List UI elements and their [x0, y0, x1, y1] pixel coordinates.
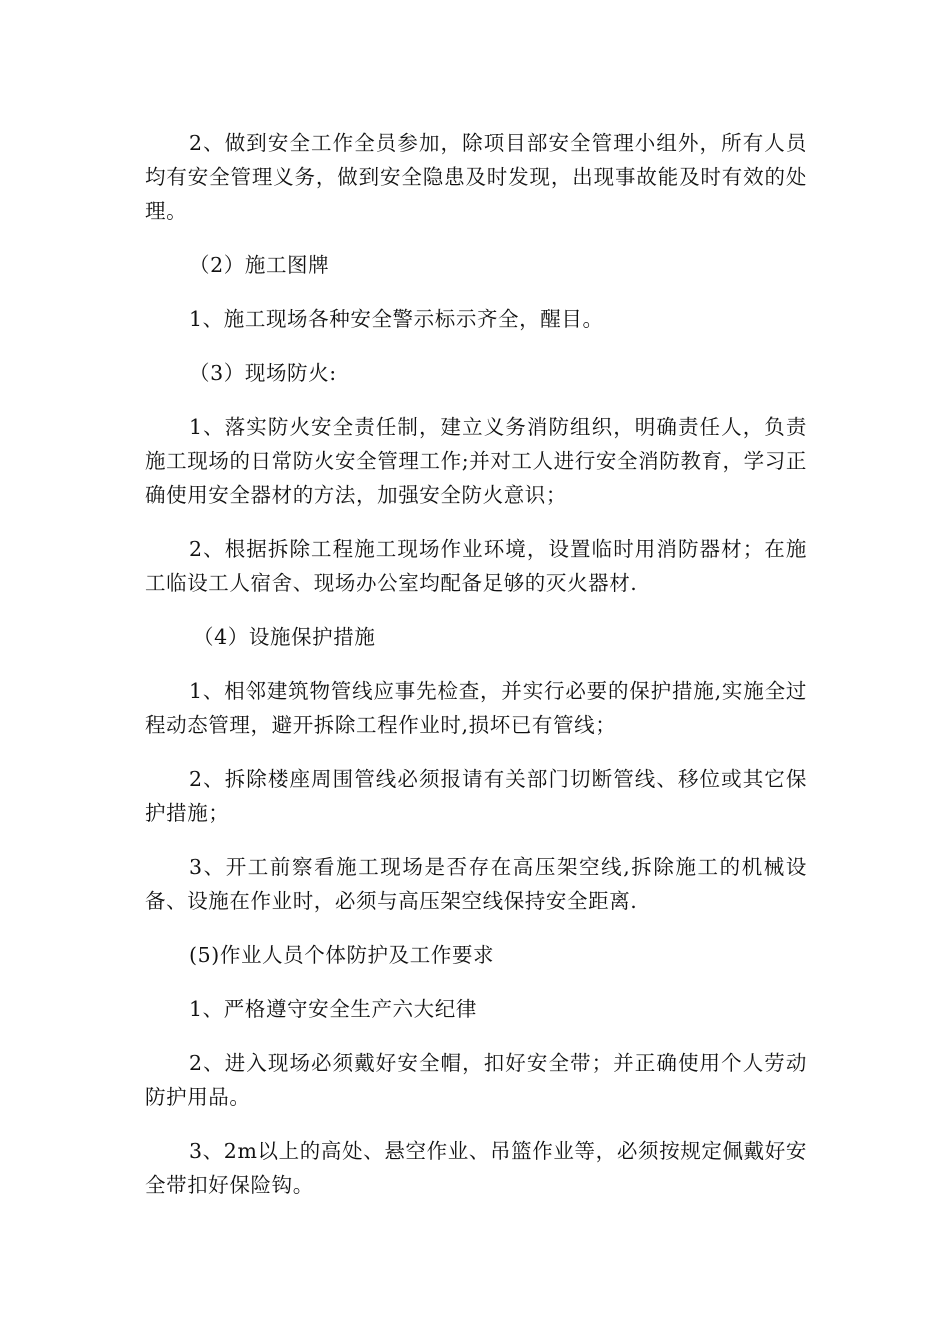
paragraph-pipeline-cutoff: 2、拆除楼座周围管线必须报请有关部门切断管线、移位或其它保护措施；	[145, 767, 807, 825]
document-body	[145, 126, 807, 1222]
heading-fire-prevention: （3）现场防火:	[189, 361, 337, 385]
paragraph-warning-signs: 1、施工现场各种安全警示标示齐全，醒目。	[189, 307, 604, 331]
heading-facility-protection: （4）设施保护措施	[193, 625, 376, 649]
paragraph-all-staff-safety: 2、做到安全工作全员参加，除项目部安全管理小组外，所有人员均有安全管理义务，做到安全隐患及时发现，出现事故能及时有效的处理。	[145, 131, 807, 223]
paragraph-fire-responsibility: 1、落实防火安全责任制，建立义务消防组织，明确责任人，负责施工现场的日常防火安全管理工作;并对工人进行安全消防教育，学习正确使用安全器材的方法，加强安全防火意识；	[145, 415, 807, 507]
paragraph-overhead-lines: 3、开工前察看施工现场是否存在高压架空线,拆除施工的机械设备、设施在作业时，必须与高压架空线保持安全距离.	[145, 855, 807, 913]
paragraph-helmet-belt: 2、进入现场必须戴好安全帽，扣好安全带；并正确使用个人劳动防护用品。	[145, 1051, 807, 1109]
paragraph-height-work: 3、2m以上的高处、悬空作业、吊篮作业等，必须按规定佩戴好安全带扣好保险钩。	[145, 1139, 807, 1197]
paragraph-six-disciplines: 1、严格遵守安全生产六大纪律	[189, 997, 477, 1021]
paragraph-fire-equipment: 2、根据拆除工程施工现场作业环境，设置临时用消防器材；在施工临设工人宿舍、现场办公室均配备足够的灭火器材.	[145, 537, 807, 595]
heading-construction-signs: （2）施工图牌	[189, 253, 330, 277]
heading-personal-protection: (5)作业人员个体防护及工作要求	[189, 943, 495, 967]
paragraph-pipeline-inspection: 1、相邻建筑物管线应事先检查，并实行必要的保护措施,实施全过程动态管理，避开拆除工程作业时,损坏已有管线；	[145, 679, 807, 737]
